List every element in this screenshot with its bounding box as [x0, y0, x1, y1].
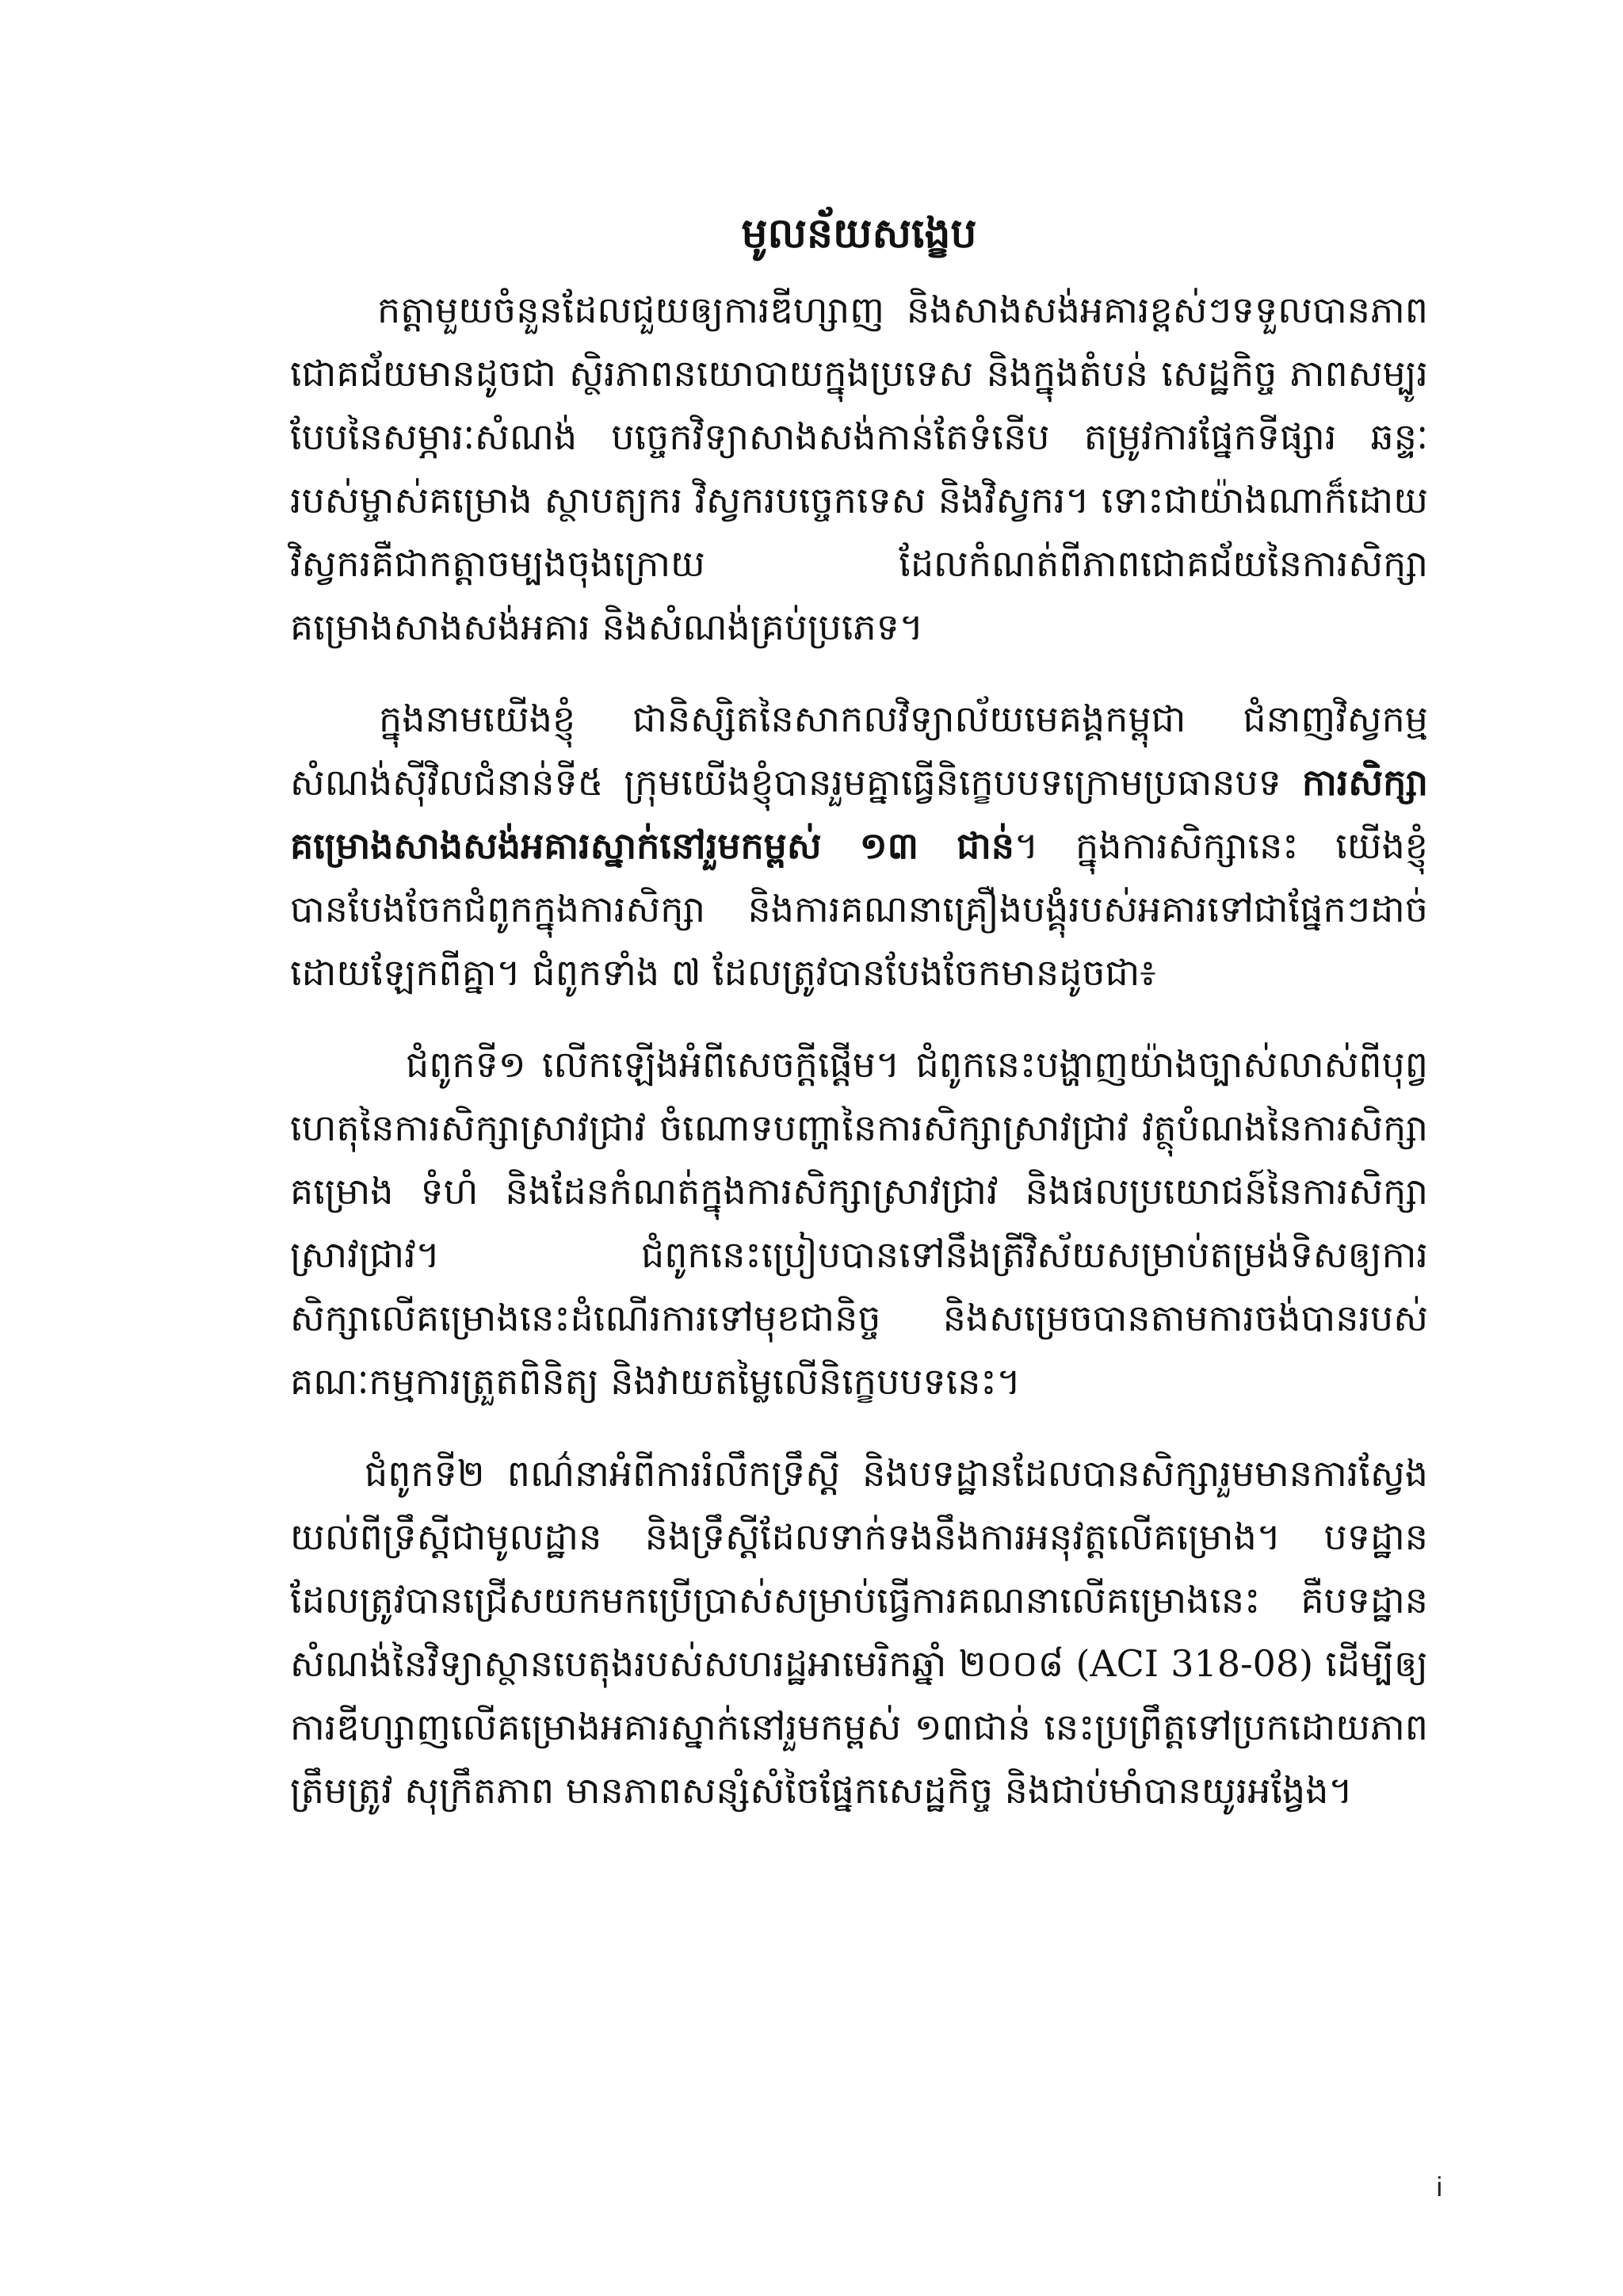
- thesis-topic-bold: ការសិក្សាគម្រោងសាងសង់អគារស្នាក់នៅរួមកម្ពស់ ១៣ ជាន់: [290, 761, 1428, 867]
- paragraph-2: [290, 687, 1428, 1004]
- page-number: i: [1436, 2172, 1442, 2202]
- paragraph-2-text-before: ក្នុងនាមយើងខ្ញុំ ជានិស្សិតនៃសាកលវិទ្យាល័យមេគង្គកម្ពុជា ជំនាញវិស្វកម្មសំណង់ស៊ីវិលជំនាន់ទី៥ ក្រុមយើងខ្ញុំបានរួមគ្នាធ្វើនិក្ខេបបទក្រោមប្រធានបទ: [290, 697, 1428, 804]
- paragraph-3: ជំពូកទី១ លើកឡើងអំពីសេចក្តីផ្តើម។ ជំពូកនេះបង្ហាញយ៉ាងច្បាស់លាស់ពីបុព្វហេតុនៃការសិក្សាស្រាវជ្រាវ ចំណោទបញ្ហានៃការសិក្សាស្រាវជ្រាវ វត្ថុបំណងនៃការសិក្សាគម្រោង ទំហំ និងដែនកំណត់ក្នុងការសិក្សាស្រាវជ្រាវ និងផលប្រយោជន៍នៃការសិក្សាស្រាវជ្រាវ។ ជំពូកនេះប្រៀបបានទៅនឹងត្រីវិស័យសម្រាប់តម្រង់ទិសឲ្យការសិក្សាលើគម្រោងនេះដំណើរការទៅមុខជានិច្ច និងសម្រេចបានតាមការចង់បានរបស់គណៈកម្មការត្រួតពិនិត្យ និងវាយតម្លៃលើនិក្ខេបបទនេះ។: [290, 1043, 1428, 1403]
- paragraph-2-text-after: ។ ក្នុងការសិក្សានេះ យើងខ្ញុំបានបែងចែកជំពូកក្នុងការសិក្សា និងការគណនាគ្រឿងបង្គុំរបស់អគារទៅជាផ្នែកៗដាច់ដោយឡែកពីគ្នា។ ជំពូកទាំង ៧ ដែលត្រូវបានបែងចែកមានដូចជា៖: [290, 824, 1428, 994]
- abstract-title: មូលន័យសង្ខេប: [741, 209, 977, 258]
- paragraph-4: ជំពូកទី២ ពណ៌នាអំពីការរំលឹកទ្រឹស្តី និងបទដ្ឋានដែលបានសិក្សារួមមានការស្វែងយល់ពីទ្រឹស្តីជាមូលដ្ឋាន និងទ្រឹស្តីដែលទាក់ទងនឹងការអនុវត្តលើគម្រោង។ បទដ្ឋាន ដែលត្រូវបានជ្រើសយកមកប្រើប្រាស់សម្រាប់ធ្វើការគណនាលើគម្រោងនេះ គឺបទដ្ឋានសំណង់នៃវិទ្យាស្ថានបេតុងរបស់សហរដ្ឋអាមេរិកឆ្នាំ ២០០៨ (ACI 318-08) ដើម្បីឲ្យការឌីហ្សាញលើគម្រោងអគារស្នាក់នៅរួមកម្ពស់ ១៣ជាន់ នេះប្រព្រឹត្តទៅប្រកដោយភាពត្រឹមត្រូវ សុក្រឹតភាព មានភាពសន្សំសំចៃផ្នែកសេដ្ឋកិច្ច និងជាប់មាំបានយូរអង្វែង។: [290, 1452, 1428, 1812]
- paragraph-1: កត្តាមួយចំនួនដែលជួយឲ្យការឌីហ្សាញ និងសាងសង់អគារខ្ពស់ៗទទួលបានភាពជោគជ័យមានដូចជា ស្ថិរភាពនយោបាយក្នុងប្រទេស និងក្នុងតំបន់ សេដ្ឋកិច្ច ភាពសម្បូរបែបនៃសម្ភារៈសំណង់ បច្ចេកវិទ្យាសាងសង់កាន់តែទំនើប តម្រូវការផ្នែកទីផ្សារ ឆន្ទៈរបស់ម្ចាស់គម្រោង ស្ថាបត្យករ វិស្វករបច្ចេកទេស និងវិស្វករ។ ទោះជាយ៉ាងណាក៏ដោយ វិស្វករគឺជាកត្តាចម្បងចុងក្រោយ ដែលកំណត់ពីភាពជោគជ័យនៃការសិក្សាគម្រោងសាងសង់អគារ និងសំណង់គ្រប់ប្រភេទ។: [290, 288, 1428, 648]
- page-content: [290, 202, 1428, 1851]
